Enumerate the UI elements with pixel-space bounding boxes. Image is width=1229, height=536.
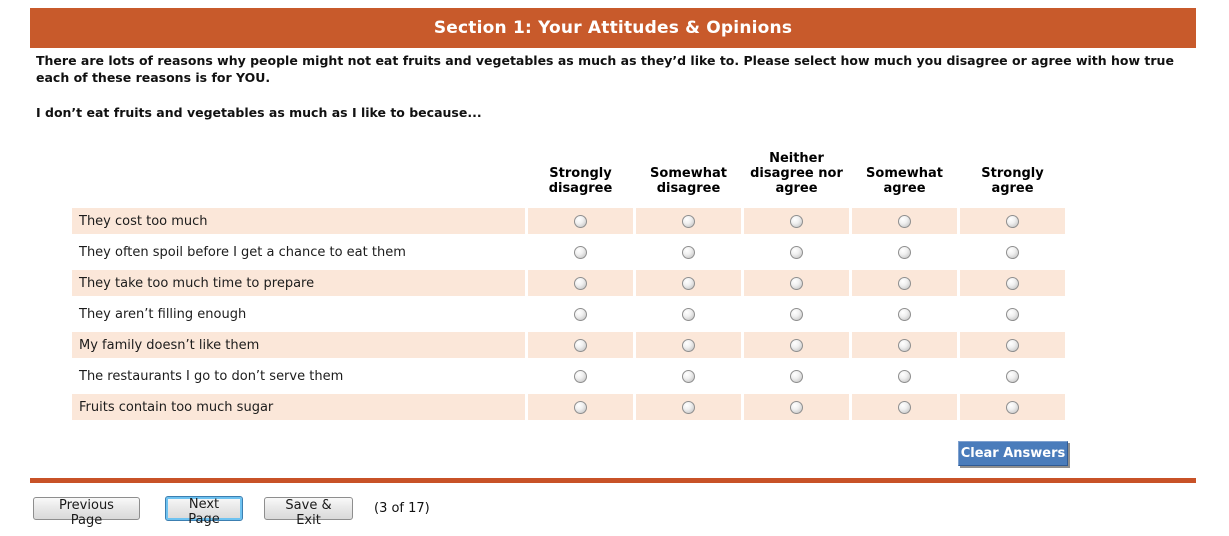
- radio-row3-col4[interactable]: [898, 277, 911, 290]
- radio-cell-r1-c5: [960, 208, 1065, 234]
- radio-cell-r2-c2: [636, 239, 741, 265]
- radio-row5-col5[interactable]: [1006, 339, 1019, 352]
- radio-cell-r1-c4: [852, 208, 957, 234]
- radio-row5-col2[interactable]: [682, 339, 695, 352]
- column-header-5: Strongly agree: [981, 166, 1044, 196]
- radio-cell-r6-c3: [744, 363, 849, 389]
- column-header-4: Somewhat agree: [866, 166, 943, 196]
- radio-cell-r5-c1: [528, 332, 633, 358]
- radio-cell-r1-c1: [528, 208, 633, 234]
- radio-row3-col3[interactable]: [790, 277, 803, 290]
- radio-row6-col1[interactable]: [574, 370, 587, 383]
- radio-row2-col4[interactable]: [898, 246, 911, 259]
- column-header-3: Neither disagree nor agree: [750, 151, 843, 196]
- radio-row7-col1[interactable]: [574, 401, 587, 414]
- column-header-2: Somewhat disagree: [650, 166, 727, 196]
- radio-cell-r2-c5: [960, 239, 1065, 265]
- radio-row6-col5[interactable]: [1006, 370, 1019, 383]
- radio-cell-r7-c4: [852, 394, 957, 420]
- radio-cell-r6-c4: [852, 363, 957, 389]
- radio-cell-r5-c2: [636, 332, 741, 358]
- radio-cell-r4-c3: [744, 301, 849, 327]
- radio-cell-r3-c4: [852, 270, 957, 296]
- radio-row6-col2[interactable]: [682, 370, 695, 383]
- radio-cell-r7-c5: [960, 394, 1065, 420]
- clear-answers-button[interactable]: Clear Answers: [958, 441, 1068, 466]
- row-label-4: They aren’t filling enough: [79, 306, 247, 322]
- radio-row5-col4[interactable]: [898, 339, 911, 352]
- previous-page-button[interactable]: Previous Page: [33, 497, 140, 520]
- next-page-button[interactable]: Next Page: [165, 496, 243, 521]
- radio-row1-col2[interactable]: [682, 215, 695, 228]
- section-header-bar: [30, 8, 1196, 48]
- radio-cell-r4-c4: [852, 301, 957, 327]
- radio-cell-r4-c5: [960, 301, 1065, 327]
- radio-row7-col2[interactable]: [682, 401, 695, 414]
- radio-row3-col2[interactable]: [682, 277, 695, 290]
- radio-row4-col5[interactable]: [1006, 308, 1019, 321]
- page-indicator: (3 of 17): [374, 501, 430, 516]
- radio-cell-r2-c3: [744, 239, 849, 265]
- radio-cell-r3-c3: [744, 270, 849, 296]
- radio-row3-col1[interactable]: [574, 277, 587, 290]
- save-exit-button[interactable]: Save & Exit: [264, 497, 353, 520]
- radio-row2-col2[interactable]: [682, 246, 695, 259]
- radio-row1-col4[interactable]: [898, 215, 911, 228]
- radio-row2-col3[interactable]: [790, 246, 803, 259]
- radio-row4-col3[interactable]: [790, 308, 803, 321]
- radio-cell-r4-c1: [528, 301, 633, 327]
- radio-row2-col1[interactable]: [574, 246, 587, 259]
- radio-row5-col1[interactable]: [574, 339, 587, 352]
- question-lead-in: I don’t eat fruits and vegetables as much as I like to because...: [36, 105, 482, 120]
- radio-row4-col4[interactable]: [898, 308, 911, 321]
- radio-row1-col1[interactable]: [574, 215, 587, 228]
- radio-row6-col4[interactable]: [898, 370, 911, 383]
- radio-cell-r7-c3: [744, 394, 849, 420]
- radio-row4-col2[interactable]: [682, 308, 695, 321]
- radio-row4-col1[interactable]: [574, 308, 587, 321]
- radio-cell-r2-c4: [852, 239, 957, 265]
- radio-cell-r7-c2: [636, 394, 741, 420]
- radio-cell-r3-c1: [528, 270, 633, 296]
- radio-cell-r7-c1: [528, 394, 633, 420]
- radio-cell-r1-c2: [636, 208, 741, 234]
- radio-cell-r3-c2: [636, 270, 741, 296]
- row-label-7: Fruits contain too much sugar: [72, 394, 525, 420]
- row-label-3: They take too much time to prepare: [72, 270, 525, 296]
- radio-row3-col5[interactable]: [1006, 277, 1019, 290]
- radio-cell-r5-c3: [744, 332, 849, 358]
- radio-row5-col3[interactable]: [790, 339, 803, 352]
- radio-cell-r6-c5: [960, 363, 1065, 389]
- radio-row2-col5[interactable]: [1006, 246, 1019, 259]
- radio-row6-col3[interactable]: [790, 370, 803, 383]
- matrix-corner: [72, 148, 525, 203]
- row-label-6: The restaurants I go to don’t serve them: [79, 368, 344, 384]
- radio-cell-r4-c2: [636, 301, 741, 327]
- radio-cell-r6-c1: [528, 363, 633, 389]
- radio-row7-col5[interactable]: [1006, 401, 1019, 414]
- radio-row1-col3[interactable]: [790, 215, 803, 228]
- row-label-1: They cost too much: [72, 208, 525, 234]
- radio-cell-r6-c2: [636, 363, 741, 389]
- section-title: Section 1: Your Attitudes & Opinions: [433, 18, 793, 38]
- radio-cell-r5-c4: [852, 332, 957, 358]
- radio-row1-col5[interactable]: [1006, 215, 1019, 228]
- row-label-5: My family doesn’t like them: [72, 332, 525, 358]
- instructions-text: There are lots of reasons why people might not eat fruits and vegetables as much as they’d like to. Please select how much you disagree or agree with how true each of these reasons is for YOU.: [36, 53, 1174, 85]
- likert-matrix: [72, 148, 1065, 420]
- radio-row7-col3[interactable]: [790, 401, 803, 414]
- row-label-2: They often spoil before I get a chance to eat them: [79, 244, 406, 260]
- radio-cell-r2-c1: [528, 239, 633, 265]
- section-divider: [30, 478, 1196, 483]
- radio-row7-col4[interactable]: [898, 401, 911, 414]
- column-header-1: Strongly disagree: [548, 166, 613, 196]
- radio-cell-r5-c5: [960, 332, 1065, 358]
- radio-cell-r3-c5: [960, 270, 1065, 296]
- radio-cell-r1-c3: [744, 208, 849, 234]
